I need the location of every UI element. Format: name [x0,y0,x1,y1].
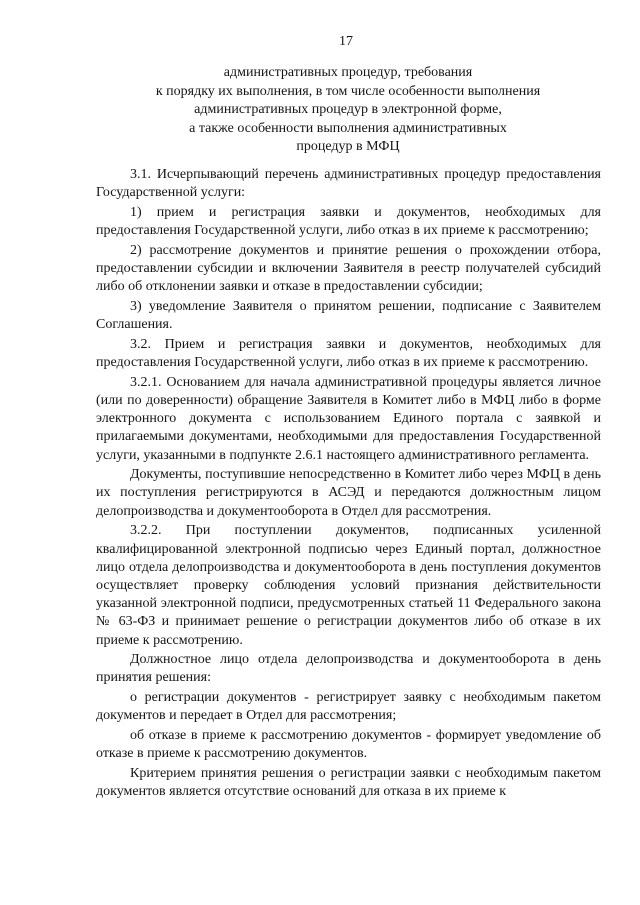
list-item-2: 2) рассмотрение документов и принятие решения о прохождении отбора, предоставлении субсидии и включении Заявителя в реестр получателей субсидий либо об отклонении заявки и отказе в предоставлении субсидии; [96,242,601,295]
paragraph-3-1: 3.1. Исчерпывающий перечень административных процедур предоставления Государственной услуги: [96,167,601,201]
heading-line: процедур в МФЦ [296,139,400,154]
paragraph-3-2: 3.2. Прием и регистрация заявки и документов, необходимых для предоставления Государственной услуги, либо отказ в их приеме к рассмотрению. [96,336,601,371]
paragraph-refusal-option: об отказе в приеме к рассмотрению документов - формирует уведомление об отказе в приеме к рассмотрению документов. [96,728,601,762]
paragraph-registration-option: о регистрации документов - регистрирует заявку с необходимым пакетом документов и передает в Отдел для рассмотрения; [96,690,601,724]
paragraph-3-2-1: 3.2.1. Основанием для начала административной процедуры является личное (или по доверенности) обращение Заявителя в Комитет либо в МФЦ либо в форме электронного документа с использованием Единого портала с заявкой и прилагаемыми документами, необходимыми для предоставления Государственной услуги, указанными в подпункте 2.6.1 настоящего административного регламента. [96,374,601,463]
heading-line: к порядку их выполнения, в том числе особенности выполнения [155,83,541,99]
list-item-3: 3) уведомление Заявителя о принятом решении, подписание с Заявителем Соглашения. [96,298,601,333]
section-heading [96,64,600,157]
body-text [96,166,601,803]
paragraph-official-decision: Должностное лицо отдела делопроизводства и документооборота в день принятия решения: [96,652,601,686]
paragraph-documents-registration: Документы, поступившие непосредственно в Комитет либо через МФЦ в день их поступления регистрируются в АСЭД и передаются должностным лицом делопроизводства и документооборота в Отдел для рассмотрения. [96,467,601,519]
paragraph-criterion: Критерием принятия решения о регистрации заявки с необходимым пакетом документов является отсутствие оснований для отказа в их приеме к [96,766,601,800]
list-item-1: 1) прием и регистрация заявки и документов, необходимых для предоставления Государственной услуги, либо отказ в их приеме к рассмотрению; [96,204,601,239]
heading-line: а также особенности выполнения административных [189,120,507,136]
paragraph-3-2-2: 3.2.2. При поступлении документов, подписанных усиленной квалифицированной электронной подписью через Единый портал, должностное лицо отдела делопроизводства и документооборота в день поступления документов осуществляет проверку соблюдения условий признания действительности указанной электронной подписи, предусмотренных статьей 11 Федерального закона № 63-ФЗ и принимает решение о регистрации документов либо об отказе в их приеме к рассмотрению. [96,523,601,648]
heading-line: административных процедур, требования [223,65,473,80]
page-number: 17 [339,34,353,49]
heading-line: административных процедур в электронной форме, [194,102,502,117]
